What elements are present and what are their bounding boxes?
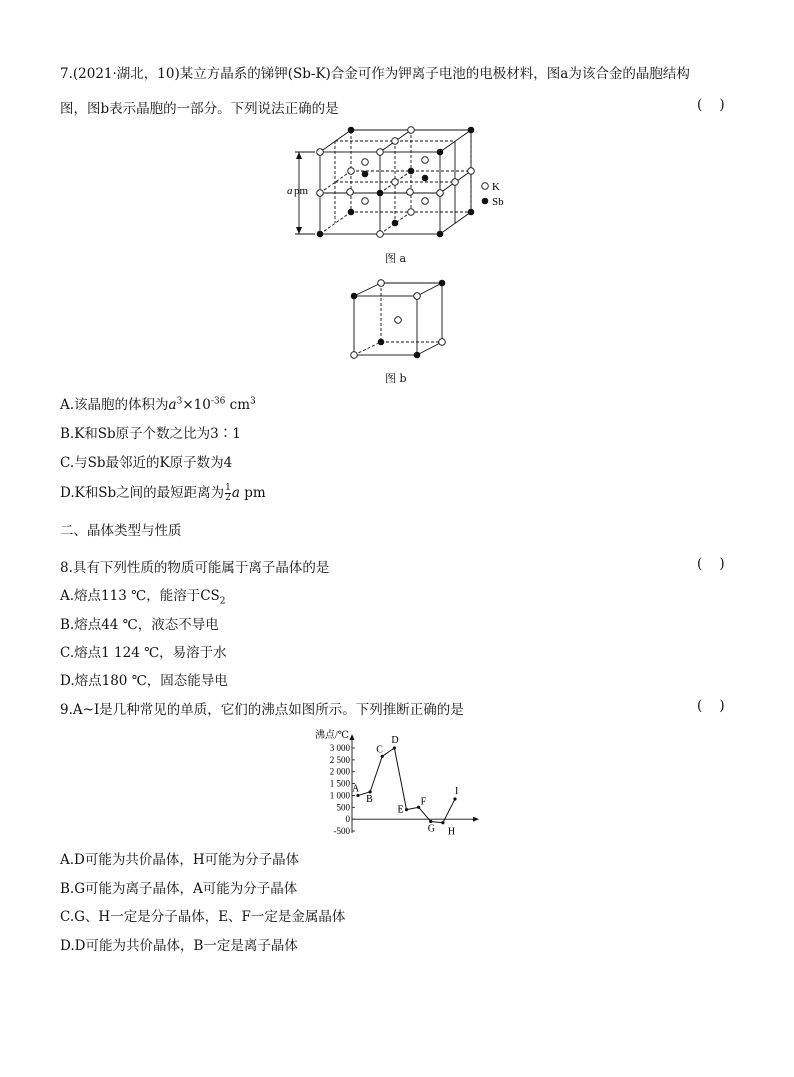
q9-answer-paren: ( ) [697,698,725,714]
y-tick-label: 2 500 [329,754,350,765]
y-tick-label: 1 500 [329,778,350,789]
y-tick-label: 0 [345,814,350,825]
x-axis-arrow [473,817,479,822]
q7-option-a: A.该晶胞的体积为$a^3\times 10^{-36}$ $cm^3$ [60,396,256,413]
q8-answer-paren: ( ) [697,556,725,572]
q9-option-c: C.G、H一定是分子晶体，E、F一定是金属晶体 [60,909,346,925]
fig-a-axis-a: a [287,185,293,197]
figure-b-partial-cell [345,275,455,365]
y-tick-label: 1 000 [329,790,350,801]
q9-option-b: B.G可能为离子晶体，A可能为分子晶体 [60,881,298,897]
fig-a-axis-unit: pm [294,185,309,197]
q7-stem-line2: 图，图b表示晶胞的一部分。下列说法正确的是 [60,101,339,117]
point-label-H: H [447,826,456,838]
q7-option-b: B.K和Sb原子个数之比为3∶1 [60,426,241,442]
data-point-I [453,797,456,800]
q8-stem: 8.具有下列性质的物质可能属于离子晶体的是 [60,560,330,576]
q8-option-b: B.熔点44 ℃，液态不导电 [60,617,219,633]
y-tick-label: -500 [333,826,350,836]
point-label-G: G [427,823,435,835]
point-label-A: A [352,783,360,795]
point-label-E: E [397,804,404,816]
series-line [358,748,455,823]
legend-k-label: K [492,181,500,193]
q7-option-d: D.K和Sb之间的最短距离为 $\frac{1}{2}$ a pm [60,483,266,503]
q7-answer-paren: ( ) [697,97,725,113]
fig-b-caption: 图 b [385,372,407,385]
section-title: 二、晶体类型与性质 [60,523,182,539]
legend-sb-label: Sb [492,196,504,208]
point-label-F: F [420,796,427,808]
y-tick-label: 500 [336,802,350,813]
y-tick-label: 2 000 [329,766,350,777]
data-point-H [441,821,444,824]
q7-option-c: C.与Sb最邻近的K原子数为4 [60,455,233,471]
point-label-D: D [391,735,399,746]
data-point-E [405,808,408,811]
q8-option-c: C.熔点1 124 ℃，易溶于水 [60,645,227,661]
boiling-point-chart [310,726,485,838]
fig-a-caption: 图 a [385,252,407,265]
point-label-B: B [366,793,373,805]
figure-a-unit-cell [285,122,515,267]
q8-option-d: D.熔点180 ℃，固态能导电 [60,673,228,689]
q7-stem-line1: 7.(2021·湖北，10)某立方晶系的锑钾(Sb-K)合金可作为钾离子电池的电极材料，图a为该合金的晶胞结构 [60,66,690,82]
q9-option-a: A.D可能为共价晶体，H可能为分子晶体 [60,852,300,868]
q8-option-a: A.熔点113 ℃，能溶于$CS_2$ [60,588,226,607]
point-label-I: I [455,785,459,797]
q9-option-d: D.D可能为共价晶体，B一定是离子晶体 [60,938,298,954]
y-tick-label: 3 000 [329,743,350,753]
chart-ylabel: 沸点/℃ [315,730,349,741]
data-point-D [393,746,396,749]
q9-stem: 9.A~I是几种常见的单质，它们的沸点如图所示。下列推断正确的是 [60,702,464,718]
point-label-C: C [376,744,383,756]
y-axis-arrow [350,734,355,740]
